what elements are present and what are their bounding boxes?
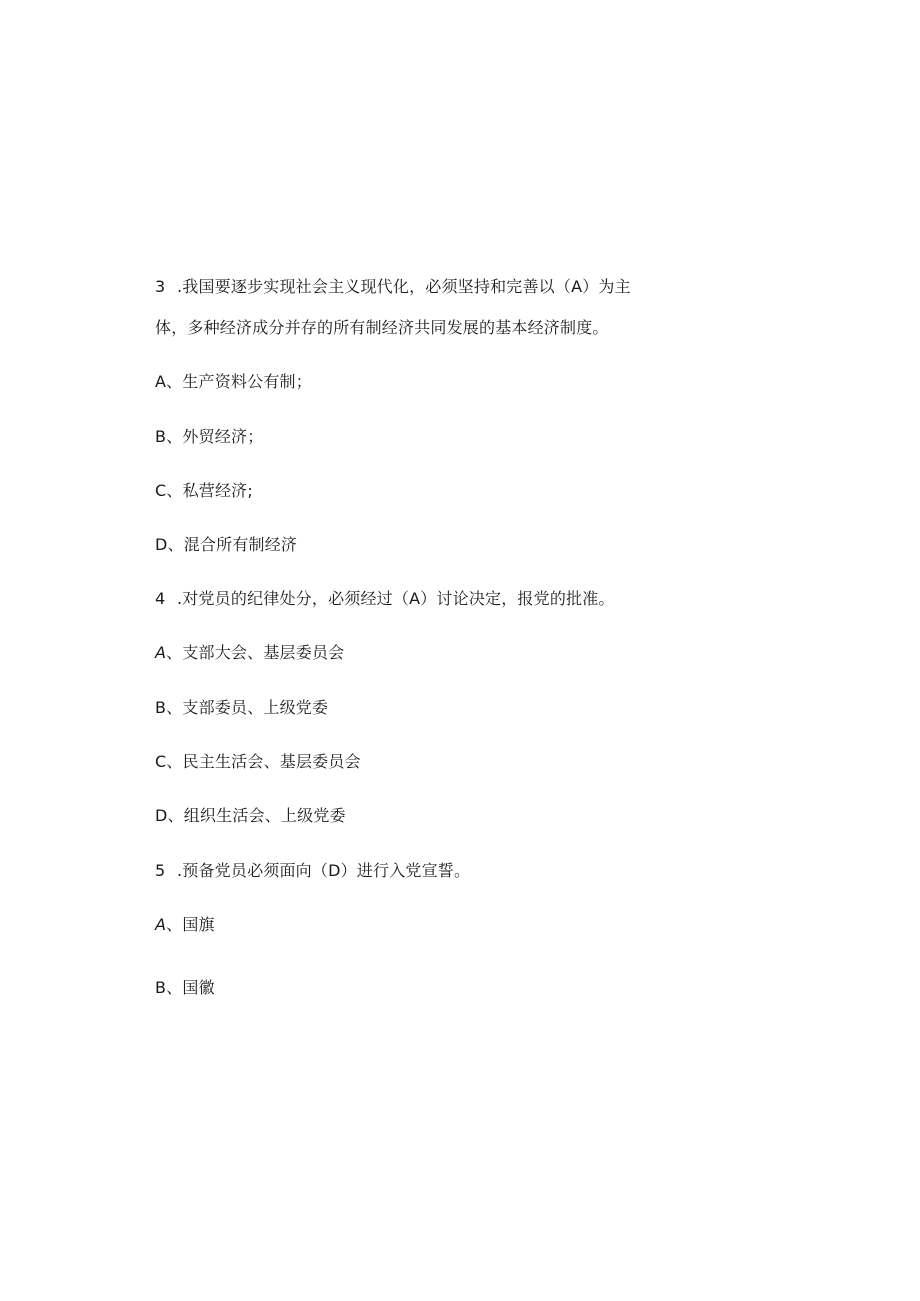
option-text: 、支部大会、基层委员会 xyxy=(166,643,345,662)
question-5-line-1 xyxy=(155,861,470,881)
question-3-option-d xyxy=(155,535,297,555)
option-letter: A xyxy=(155,372,167,391)
question-text: .我国要逐步实现社会主义现代化，必须坚持和完善以（A）为主 xyxy=(177,277,631,296)
option-letter: D xyxy=(155,535,168,554)
question-number: 3 xyxy=(155,277,166,296)
option-letter: B xyxy=(155,427,167,446)
question-text: .对党员的纪律处分，必须经过（A）讨论决定，报党的批准。 xyxy=(177,589,615,608)
option-letter: C xyxy=(155,752,167,771)
option-letter: B xyxy=(155,698,167,717)
option-text: 、国徽 xyxy=(166,978,215,997)
option-letter: D xyxy=(155,806,168,825)
question-4-option-b xyxy=(155,698,328,718)
option-text: 、混合所有制经济 xyxy=(167,535,298,554)
question-3-line-2 xyxy=(155,318,609,338)
option-text: 、生产资料公有制； xyxy=(166,372,312,391)
question-text: .预备党员必须面向（D）进行入党宣誓。 xyxy=(177,861,471,880)
option-text: 、私营经济; xyxy=(166,481,253,500)
option-letter: B xyxy=(155,978,167,997)
option-text: 、外贸经济； xyxy=(166,427,264,446)
question-number: 4 xyxy=(155,589,166,608)
question-text: 体，多种经济成分并存的所有制经济共同发展的基本经济制度。 xyxy=(155,318,609,337)
question-number: 5 xyxy=(155,861,166,880)
question-3-line-1 xyxy=(155,277,631,297)
option-letter: A xyxy=(155,643,167,662)
option-text: 、支部委员、上级党委 xyxy=(166,698,329,717)
question-3-option-a xyxy=(155,372,312,392)
question-3-option-c xyxy=(155,481,253,501)
question-4-option-d xyxy=(155,806,346,826)
question-5-option-b xyxy=(155,978,215,998)
question-4-option-c xyxy=(155,752,361,772)
question-3-option-b xyxy=(155,427,263,447)
option-text: 、民主生活会、基层委员会 xyxy=(166,752,361,771)
option-letter: C xyxy=(155,481,167,500)
option-text: 、组织生活会、上级党委 xyxy=(167,806,346,825)
question-5-option-a xyxy=(155,915,215,935)
question-4-line-1 xyxy=(155,589,615,609)
option-letter: A xyxy=(155,915,167,934)
question-4-option-a xyxy=(155,643,344,663)
option-text: 、国旗 xyxy=(166,915,215,934)
